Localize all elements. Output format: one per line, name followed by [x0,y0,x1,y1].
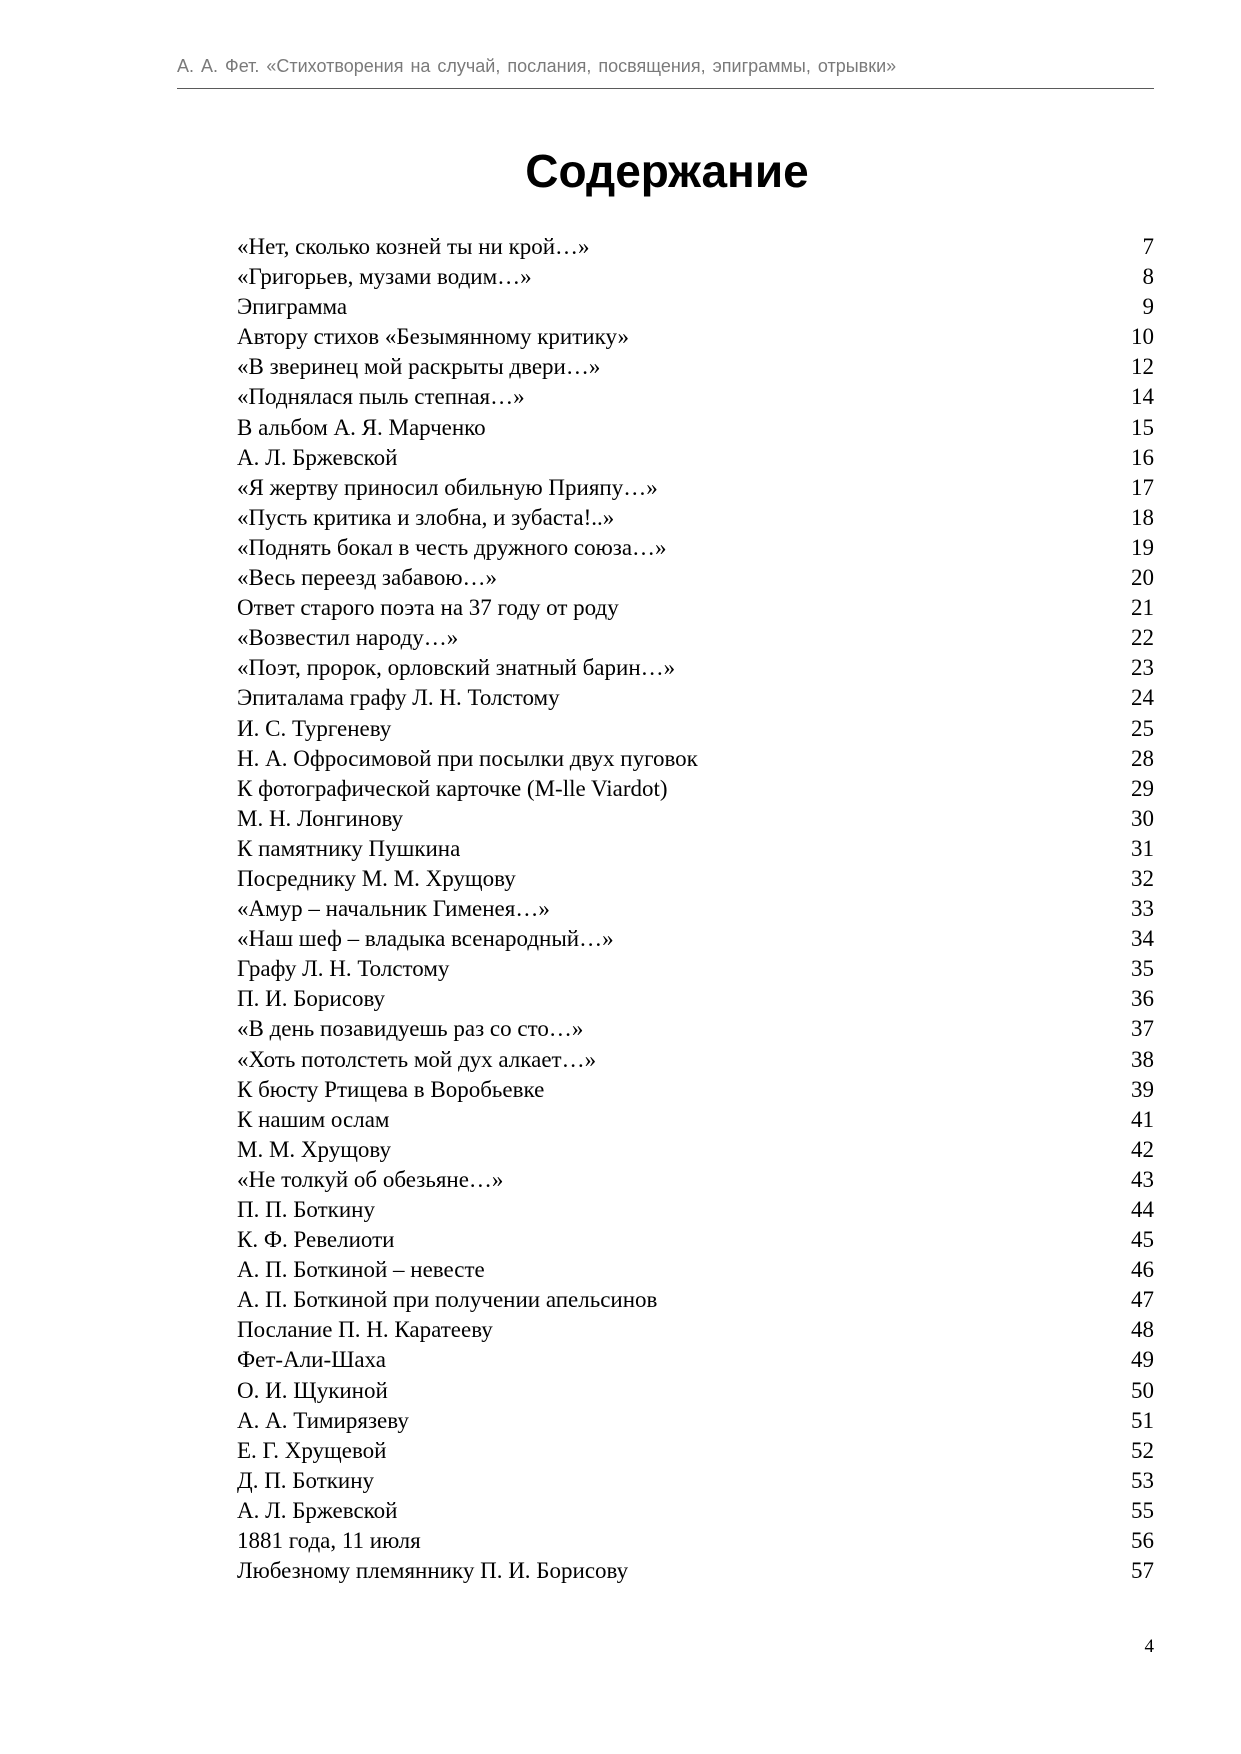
running-header: А. А. Фет. «Стихотворения на случай, послания, посвящения, эпиграммы, отрывки» [177,56,897,76]
toc-entry-title: «В зверинец мой раскрыты двери…» [237,354,601,380]
toc-entry[interactable] [237,1225,1154,1255]
toc-entry[interactable] [237,413,1154,443]
toc-entry-title: П. И. Борисову [237,986,386,1012]
toc-entry-page: 43 [1131,1166,1154,1192]
toc-entry-page: 52 [1131,1437,1154,1463]
toc-entry-page: 37 [1131,1016,1154,1042]
toc-entry[interactable] [237,744,1154,774]
toc-entry-page: 14 [1131,384,1154,410]
toc-entry[interactable] [237,834,1154,864]
toc-entry-page: 41 [1131,1106,1154,1132]
toc-entry-title: Е. Г. Хрущевой [237,1437,387,1463]
toc-entry-page: 16 [1131,444,1154,470]
toc-entry[interactable] [237,322,1154,352]
toc-entry[interactable] [237,1045,1154,1075]
toc-entry-page: 22 [1131,625,1154,651]
toc-entry-page: 35 [1131,956,1154,982]
toc-entry[interactable] [237,262,1154,292]
toc-entry[interactable] [237,533,1154,563]
toc-entry-page: 32 [1131,865,1154,891]
toc-entry-page: 17 [1131,474,1154,500]
toc-entry-title: Эпиталама графу Л. Н. Толстому [237,685,560,711]
page-number: 4 [1144,1636,1154,1657]
toc-entry[interactable] [237,1466,1154,1496]
toc-entry-title: «В день позавидуешь раз со сто…» [237,1016,584,1042]
toc-entry[interactable] [237,1436,1154,1466]
toc-entry-title: Посреднику М. М. Хрущову [237,865,516,891]
toc-entry-page: 29 [1131,775,1154,801]
toc-entry-page: 31 [1131,835,1154,861]
toc-entry[interactable] [237,232,1154,262]
toc-entry[interactable] [237,1075,1154,1105]
toc-entry[interactable] [237,864,1154,894]
toc-entry-title: Послание П. Н. Каратееву [237,1317,493,1343]
toc-entry[interactable] [237,653,1154,683]
toc-entry[interactable] [237,1135,1154,1165]
toc-entry-title: Фет-Али-Шаха [237,1347,386,1373]
toc-entry[interactable] [237,623,1154,653]
toc-entry-page: 33 [1131,896,1154,922]
toc-entry[interactable] [237,1496,1154,1526]
toc-entry-title: «Амур – начальник Гименея…» [237,896,550,922]
toc-entry[interactable] [237,683,1154,713]
toc-entry-page: 12 [1131,354,1154,380]
toc-entry[interactable] [237,1165,1154,1195]
toc-entry-title: «Пусть критика и злобна, и зубаста!..» [237,504,615,530]
toc-entry-title: Ответ старого поэта на 37 году от роду [237,595,619,621]
toc-entry[interactable] [237,1255,1154,1285]
toc-entry-title: И. С. Тургеневу [237,715,392,741]
toc-entry-title: А. Л. Бржевской [237,444,398,470]
toc-entry-title: А. П. Боткиной при получении апельсинов [237,1287,658,1313]
toc-entry-title: А. А. Тимирязеву [237,1407,409,1433]
toc-entry-page: 36 [1131,986,1154,1012]
toc-entry-title: А. Л. Бржевской [237,1497,398,1523]
toc-entry[interactable] [237,473,1154,503]
toc-entry-page: 30 [1131,805,1154,831]
toc-entry-title: «Я жертву приносил обильную Прияпу…» [237,474,658,500]
toc-entry-page: 53 [1131,1467,1154,1493]
toc-entry-title: «Поэт, пророк, орловский знатный барин…» [237,655,676,681]
toc-entry-page: 49 [1131,1347,1154,1373]
toc-entry[interactable] [237,1526,1154,1556]
toc-entry[interactable] [237,924,1154,954]
toc-entry-page: 39 [1131,1076,1154,1102]
toc-entry-title: «Григорьев, музами водим…» [237,264,532,290]
toc-entry-page: 20 [1131,565,1154,591]
toc-entry-page: 23 [1131,655,1154,681]
toc-entry-page: 7 [1142,234,1154,259]
toc-entry-page: 50 [1131,1377,1154,1403]
toc-entry[interactable] [237,382,1154,412]
toc-entry-title: К бюсту Ртищева в Воробьевке [237,1076,545,1102]
toc-entry-title: Любезному племяннику П. И. Борисову [237,1558,629,1584]
toc-entry-page: 44 [1131,1197,1154,1222]
toc-entry-title: Графу Л. Н. Толстому [237,956,450,982]
toc-entry-title: «Поднять бокал в честь дружного союза…» [237,534,667,560]
toc-entry-page: 57 [1131,1558,1154,1584]
toc-entry-title: К фотографической карточке (M-lle Viardot) [237,775,668,801]
header-divider [177,88,1154,89]
toc-entry[interactable] [237,1406,1154,1436]
toc-entry-page: 10 [1131,324,1154,350]
toc-entry-title: «Хоть потолстеть мой дух алкает…» [237,1046,597,1072]
toc-entry-title: В альбом А. Я. Марченко [237,414,486,440]
toc-entry[interactable] [237,774,1154,804]
toc-entry-page: 9 [1142,294,1154,320]
toc-entry[interactable] [237,292,1154,322]
toc-entry-title: «Нет, сколько козней ты ни крой…» [237,234,590,259]
toc-entry[interactable] [237,1556,1154,1586]
toc-entry-page: 15 [1131,414,1154,440]
toc-entry[interactable] [237,1105,1154,1135]
toc-entry[interactable] [237,593,1154,623]
toc-entry-title: «Поднялася пыль степная…» [237,384,525,410]
toc-entry-title: Автору стихов «Безымянному критику» [237,324,630,350]
toc-entry-title: «Весь переезд забавою…» [237,565,497,591]
toc-entry-title: Эпиграмма [237,294,348,320]
toc-entry-title: М. М. Хрущову [237,1136,391,1162]
toc-entry-page: 28 [1131,745,1154,771]
toc-entry-page: 19 [1131,534,1154,560]
toc-entry[interactable] [237,954,1154,984]
toc-entry[interactable] [237,714,1154,744]
toc-entry-title: 1881 года, 11 июля [237,1528,421,1554]
toc-entry-page: 38 [1131,1046,1154,1072]
toc-entry[interactable] [237,1345,1154,1375]
toc-entry[interactable] [237,443,1154,473]
toc-entry[interactable] [237,1014,1154,1044]
table-of-contents [237,232,1154,1586]
toc-entry-page: 56 [1131,1528,1154,1554]
toc-entry-title: «Не толкуй об обезьяне…» [237,1166,504,1192]
toc-entry-title: К. Ф. Ревелиоти [237,1227,395,1253]
toc-entry[interactable] [237,503,1154,533]
toc-entry[interactable] [237,984,1154,1014]
toc-entry-page: 18 [1131,504,1154,530]
toc-entry-title: «Наш шеф – владыка всенародный…» [237,926,614,952]
page-title: Содержание [525,145,809,197]
toc-entry[interactable] [237,804,1154,834]
toc-entry-page: 47 [1131,1287,1154,1313]
toc-entry[interactable] [237,1195,1154,1225]
toc-entry-title: Д. П. Боткину [237,1467,375,1493]
toc-entry-title: П. П. Боткину [237,1197,375,1222]
toc-entry-title: М. Н. Лонгинову [237,805,404,831]
toc-entry-title: А. П. Боткиной – невесте [237,1257,485,1283]
toc-entry-page: 45 [1131,1227,1154,1253]
toc-entry[interactable] [237,352,1154,382]
toc-entry-page: 46 [1131,1257,1154,1283]
toc-entry[interactable] [237,1315,1154,1345]
toc-entry-page: 8 [1142,264,1154,290]
toc-entry-title: «Возвестил народу…» [237,625,459,651]
toc-entry[interactable] [237,1376,1154,1406]
toc-entry-page: 48 [1131,1317,1154,1343]
toc-entry-title: К памятнику Пушкина [237,835,461,861]
toc-entry-title: Н. А. Офросимовой при посылки двух пуговок [237,745,698,771]
toc-entry[interactable] [237,1285,1154,1315]
toc-entry-page: 42 [1131,1136,1154,1162]
toc-entry-title: О. И. Щукиной [237,1377,388,1403]
toc-entry-page: 51 [1131,1407,1154,1433]
toc-entry-page: 25 [1131,715,1154,741]
toc-entry-page: 21 [1131,595,1154,621]
toc-entry[interactable] [237,894,1154,924]
toc-entry-page: 34 [1131,926,1154,952]
toc-entry-page: 55 [1131,1497,1154,1523]
toc-entry-title: К нашим ослам [237,1106,390,1132]
toc-entry[interactable] [237,563,1154,593]
toc-entry-page: 24 [1131,685,1154,711]
